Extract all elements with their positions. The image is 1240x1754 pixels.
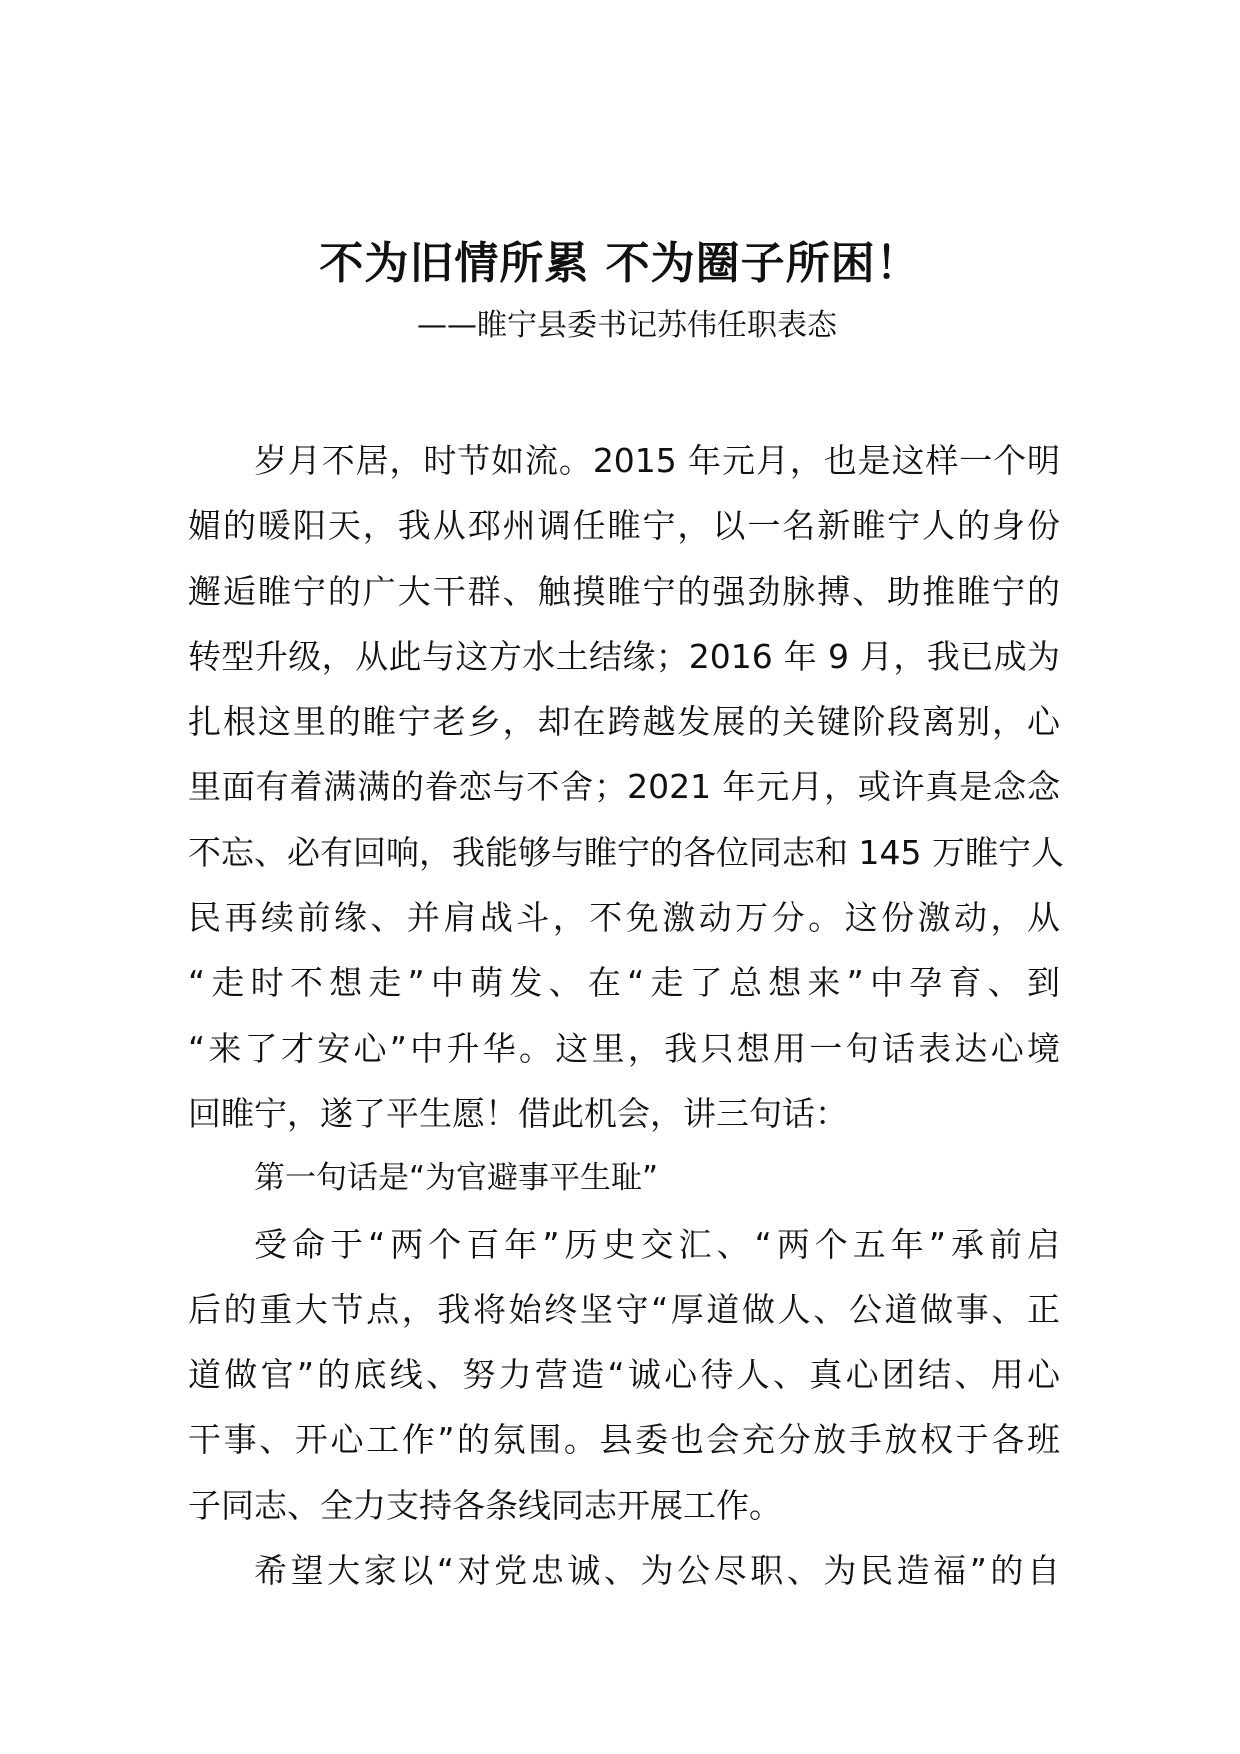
- document-subtitle: ——睢宁县委书记苏伟任职表态: [417, 308, 837, 343]
- paragraph-line: 不忘、必有回响，我能够与睢宁的各位同志和 145 万睢宁人: [188, 832, 1064, 872]
- paragraph-line: “走时不想走”中萌发、在“走了总想来”中孕育、到: [188, 963, 1060, 1003]
- paragraph-line: 岁月不居，时节如流。2015 年元月，也是这样一个明: [254, 441, 1060, 480]
- paragraph-line: 干事、开心工作”的氛围。县委也会充分放手放权于各班: [188, 1420, 1060, 1460]
- paragraph-intro: [188, 428, 1064, 1146]
- paragraph-line: 回睢宁，遂了平生愿！借此机会，讲三句话：: [188, 1093, 848, 1133]
- paragraph-line: 邂逅睢宁的广大干群、触摸睢宁的强劲脉搏、助推睢宁的: [188, 571, 1060, 611]
- paragraph-line: 转型升级，从此与这方水土结缘；2016 年 9 月，我已成为: [188, 636, 1060, 676]
- paragraph-line: 里面有着满满的眷恋与不舍；2021 年元月，或许真是念念: [188, 767, 1060, 807]
- paragraph-line: 受命于“两个百年”历史交汇、“两个五年”承前启: [254, 1224, 1060, 1264]
- paragraph-hope: [188, 1538, 1060, 1603]
- section-heading: 第一句话是“为官避事平生耻”: [254, 1160, 659, 1197]
- paragraph-line: 民再续前缘、并肩战斗，不免激动万分。这份激动，从: [188, 898, 1060, 938]
- paragraph-line: 希望大家以“对党忠诚、为公尽职、为民造福”的自: [254, 1551, 1060, 1591]
- paragraph-line: “来了才安心”中升华。这里，我只想用一句话表达心境: [188, 1028, 1060, 1068]
- paragraph-line: 道做官”的底线、努力营造“诚心待人、真心团结、用心: [188, 1355, 1060, 1395]
- paragraph-commitment: [188, 1212, 1060, 1538]
- document-title: 不为旧情所累 不为圈子所困！: [319, 238, 921, 289]
- document-body: [188, 428, 1064, 1603]
- paragraph-line: 扎根这里的睢宁老乡，却在跨越发展的关键阶段离别，心: [188, 702, 1060, 742]
- paragraph-line: 媚的暖阳天，我从邳州调任睢宁，以一名新睢宁人的身份: [188, 506, 1060, 546]
- paragraph-line: 子同志、全力支持各条线同志开展工作。: [188, 1485, 782, 1525]
- paragraph-line: 后的重大节点，我将始终坚守“厚道做人、公道做事、正: [188, 1289, 1060, 1329]
